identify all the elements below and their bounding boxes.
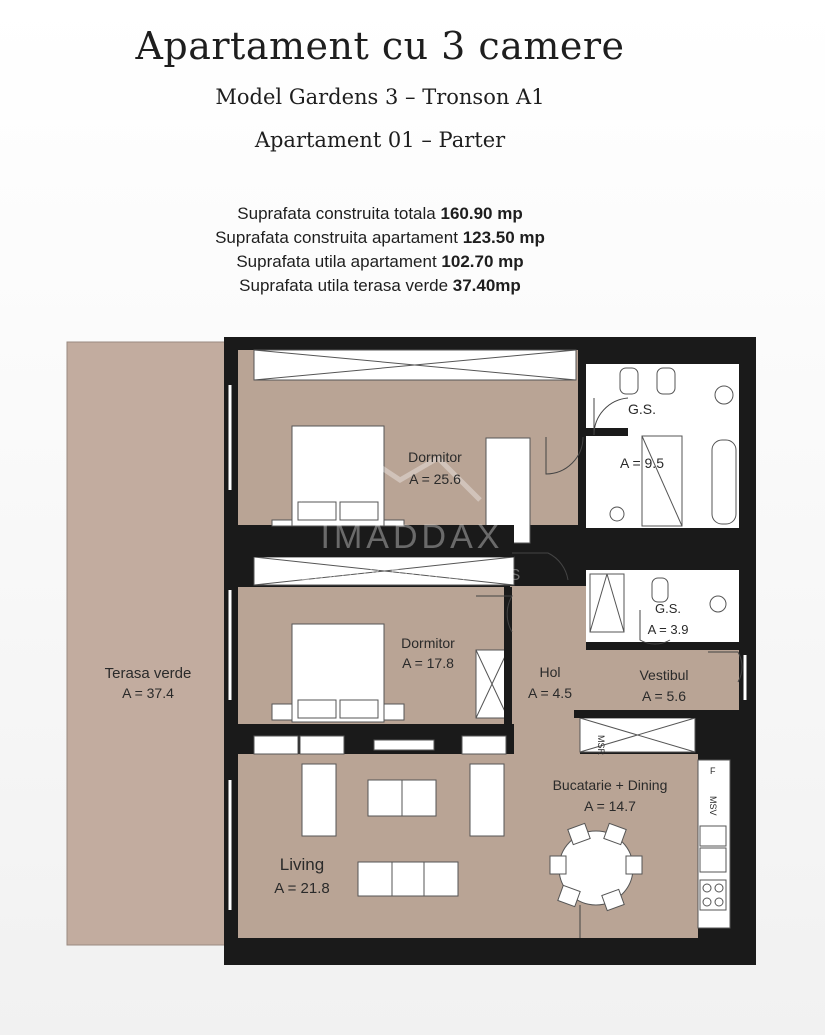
room-name-terasa: Terasa verde [104,665,192,682]
room-area-dormitor2: A = 17.8 [402,655,454,671]
bed-second [272,624,404,722]
room-name-bucatarie: Bucatarie + Dining [552,777,668,793]
unit-subtitle: Apartament 01 – Parter [254,128,506,152]
msr-label: MSR [596,735,606,755]
room-name-dormitor2: Dormitor [401,635,455,651]
bed-master [272,426,404,526]
spec-line: Suprafata construita apartament 123.50 mp [215,228,545,247]
room-name-living: Living [279,855,325,874]
watermark-tagline: LUXURY PROPERTIES [300,567,524,584]
watermark-name: IMADDAX [320,518,504,556]
room-area-dormitor1: A = 25.6 [409,471,461,487]
spec-line: Suprafata utila terasa verde 37.40mp [239,276,521,295]
page-title: Apartament cu 3 camere [135,24,625,68]
room-area-bucatarie: A = 14.7 [584,798,636,814]
model-subtitle: Model Gardens 3 – Tronson A1 [215,85,545,109]
room-area-gs1: A = 9.5 [620,455,664,471]
terrace-area [67,342,227,945]
spec-line: Suprafata construita totala 160.90 mp [237,204,523,223]
room-area-terasa: A = 37.4 [122,685,174,701]
room-name-gs2: G.S. [654,601,682,616]
room-name-gs1: G.S. [627,401,657,417]
room-name-dormitor1: Dormitor [408,449,462,465]
room-name-hol: Hol [539,664,561,680]
spec-line: Suprafata utila apartament 102.70 mp [236,252,524,271]
room-name-vestibul: Vestibul [639,667,689,683]
room-area-living: A = 21.8 [274,880,330,897]
msv-label: MSV [708,796,718,816]
kitchen-fixtures [700,826,726,910]
room-area-hol: A = 4.5 [528,685,572,701]
room-area-vestibul: A = 5.6 [642,688,686,704]
fridge-label: F [710,766,716,776]
room-area-gs2: A = 3.9 [647,622,689,637]
